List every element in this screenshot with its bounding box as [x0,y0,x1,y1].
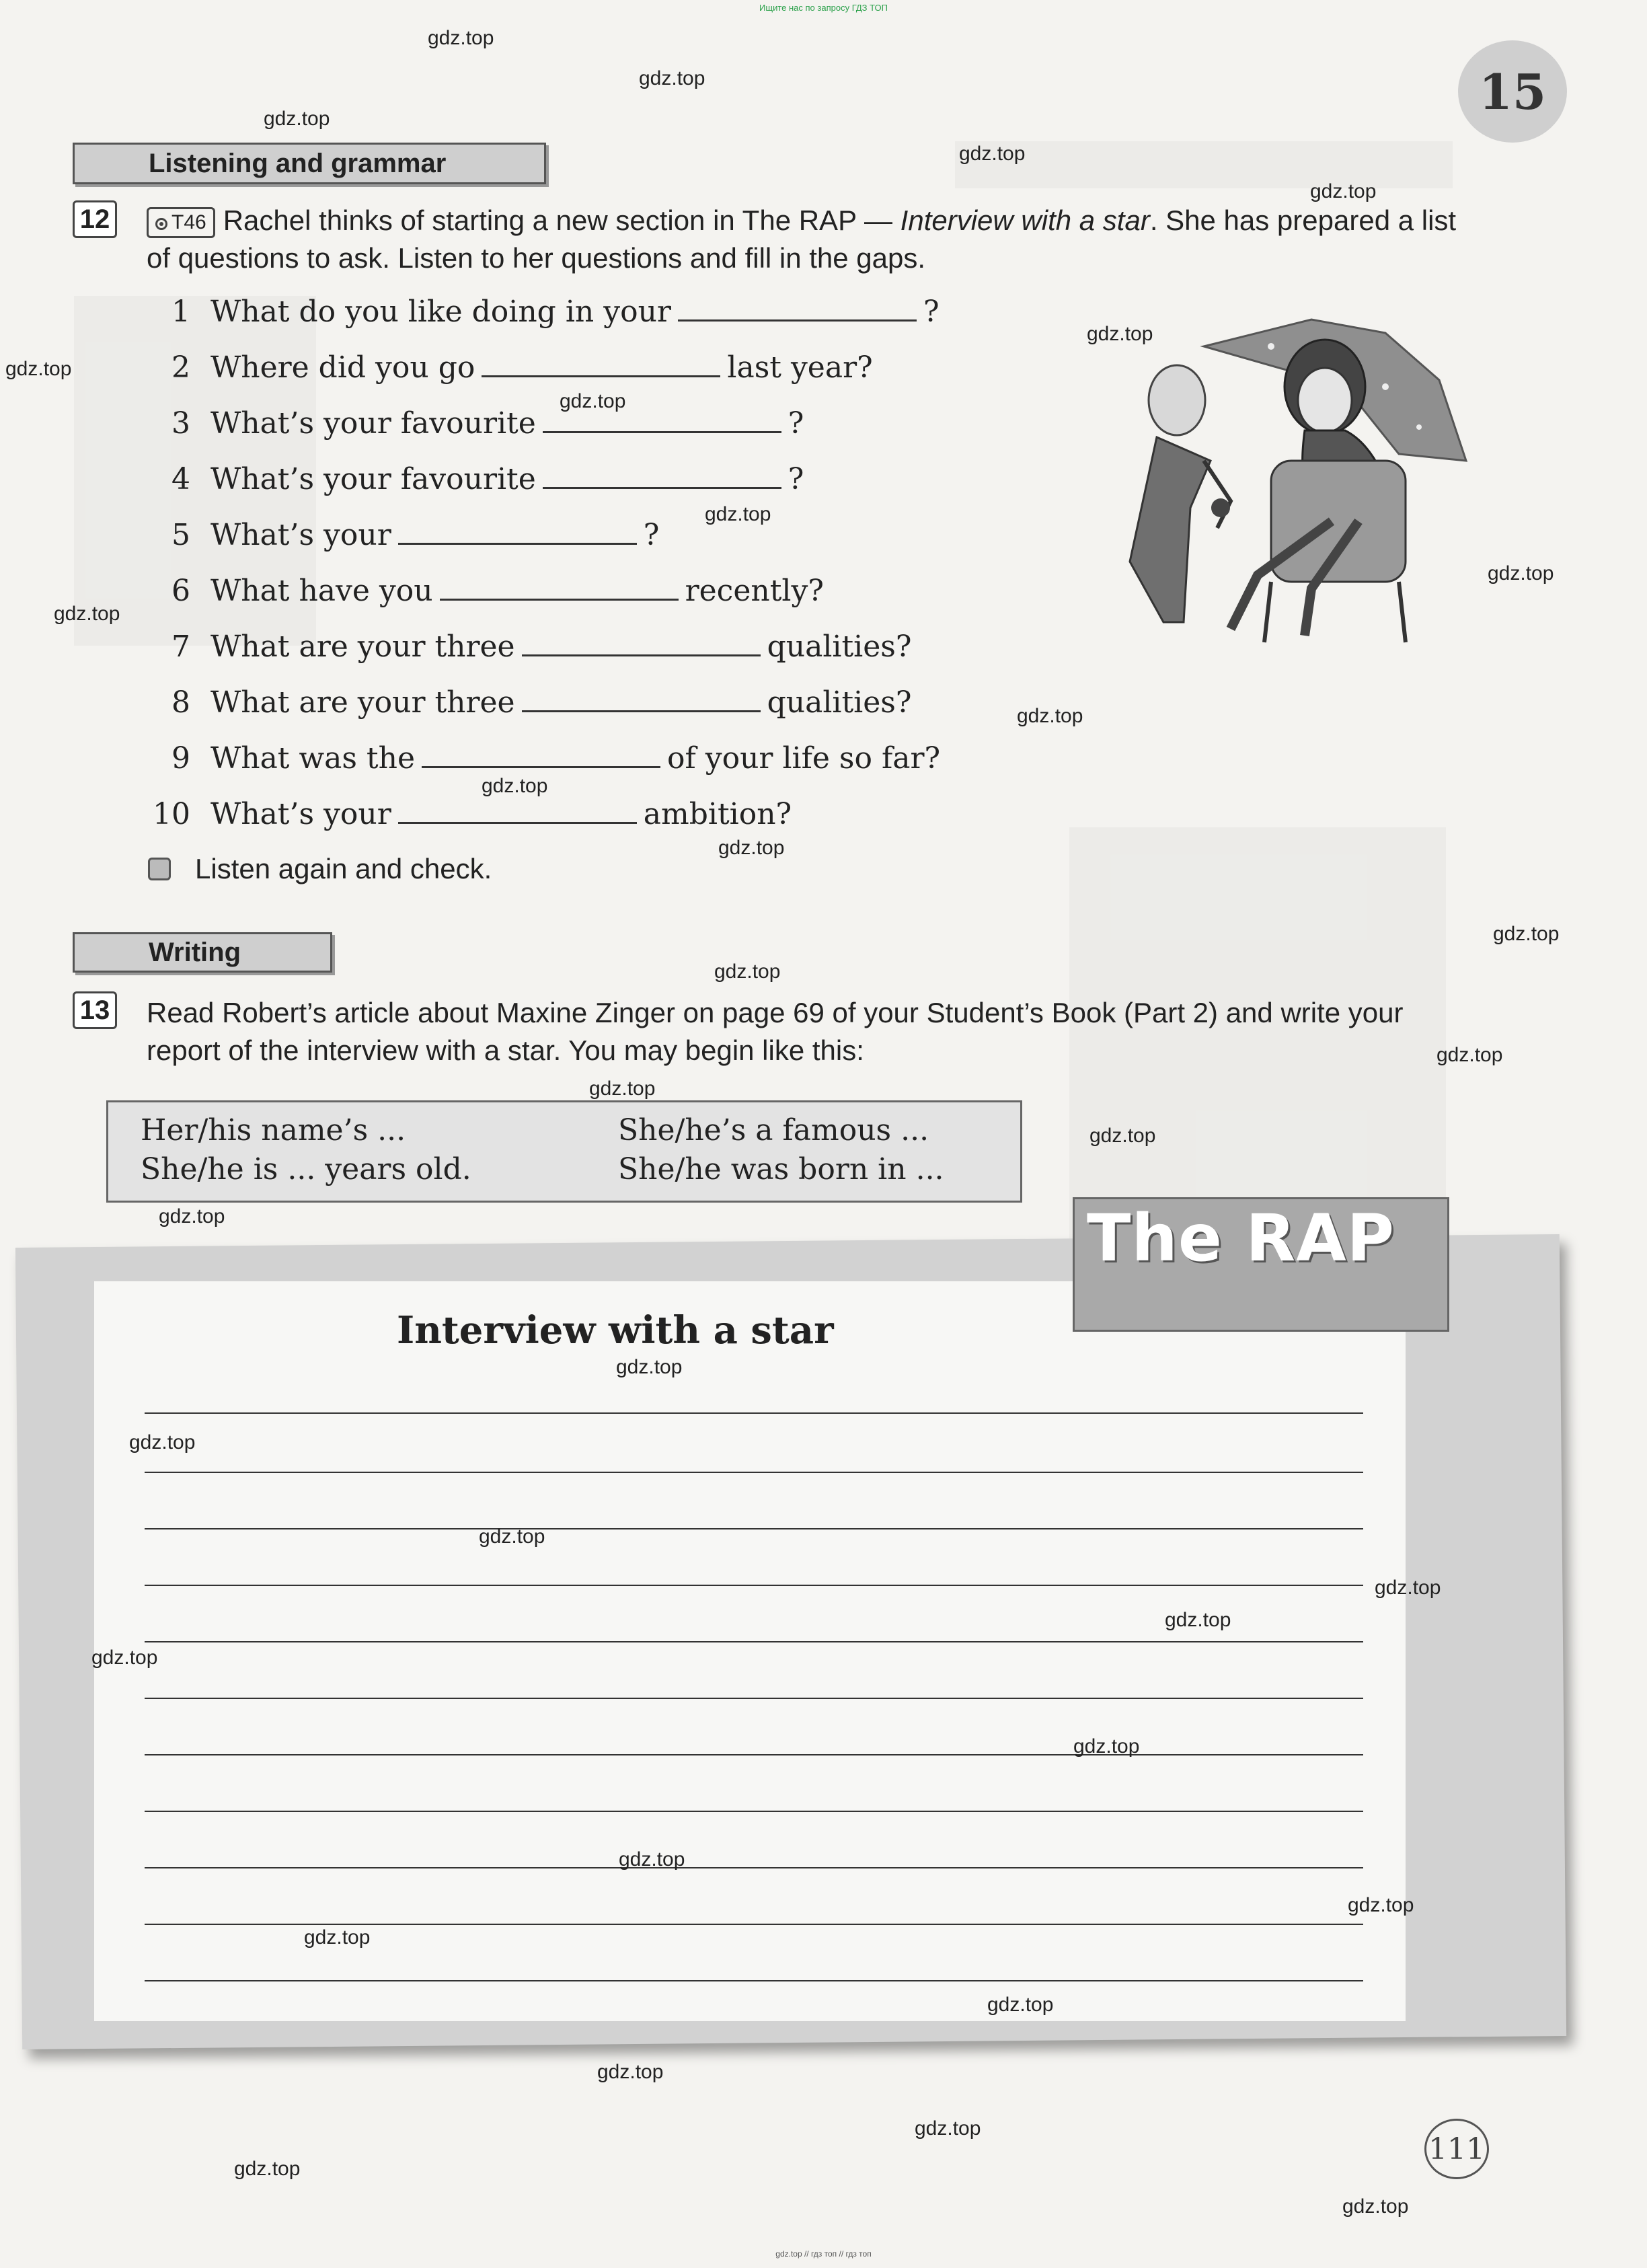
watermark: gdz.top [479,1525,545,1548]
example-phrase: She/he is ... years old. [141,1152,471,1186]
watermark: gdz.top [1310,180,1377,202]
watermark: gdz.top [428,27,494,49]
section-heading-label: Writing [149,937,241,967]
question-5: 5 What’s your ? [171,518,660,552]
watermark: gdz.top [54,603,120,625]
example-phrase: She/he’s a famous ... [618,1113,929,1147]
answer-gap[interactable] [522,634,761,656]
writing-line[interactable] [145,1412,1363,1414]
interview-title: Interview with a star [397,1308,834,1353]
watermark: gdz.top [1493,923,1560,945]
section-heading-listening [73,143,546,184]
writing-line[interactable] [145,1980,1363,1981]
watermark: gdz.top [1348,1894,1414,1916]
watermark: gdz.top [1073,1735,1140,1757]
audio-disc-icon [155,218,167,230]
watermark: gdz.top [1087,323,1153,345]
watermark: gdz.top [1488,562,1554,584]
writing-line[interactable] [145,1924,1363,1925]
rap-banner-text: The RAP [1087,1201,1395,1276]
writing-line[interactable] [145,1528,1363,1529]
watermark: gdz.top [129,1431,196,1453]
watermark: gdz.top [1342,2195,1409,2218]
answer-gap[interactable] [543,411,781,433]
answer-gap[interactable] [522,690,761,712]
watermark: gdz.top [159,1205,225,1227]
answer-gap[interactable] [482,355,720,377]
watermark: gdz.top [987,1994,1054,2016]
question-3: 3 What’s your favourite ? [171,406,804,441]
audio-track-badge[interactable]: T46 [147,207,215,238]
question-9: 9 What was the of your life so far? [171,741,941,776]
question-4: 4 What’s your favourite ? [171,462,804,496]
question-2: 2 Where did you go last year? [171,350,873,385]
watermark: gdz.top [482,775,548,797]
answer-gap[interactable] [398,802,637,824]
exercise-instruction: Read Robert’s article about Maxine Zinger on page 69 of your Student’s Book (Part 2) and write your report of the interview with a star. You may begin like this: [147,997,1404,1066]
watermark: gdz.top [1165,1609,1231,1631]
watermark: gdz.top [5,358,72,380]
bottom-note: gdz.top // гдз топ // гдз топ [775,2249,872,2259]
answer-gap[interactable] [440,578,679,601]
writing-line[interactable] [145,1867,1363,1868]
watermark: gdz.top [705,503,771,525]
watermark: gdz.top [959,143,1026,165]
answer-gap[interactable] [398,523,637,545]
exercise-number: 12 [73,200,117,238]
watermark: gdz.top [264,108,330,130]
exercise-number: 13 [73,991,117,1029]
watermark: gdz.top [714,960,781,983]
example-phrases-box [106,1100,1022,1203]
rap-writing-area [94,1281,1406,2021]
writing-line[interactable] [145,1811,1363,1812]
page-number-bottom: 111 [1424,2119,1489,2179]
watermark: gdz.top [304,1926,371,1949]
writing-line[interactable] [145,1585,1363,1586]
example-phrase: Her/his name’s ... [141,1113,406,1147]
listen-again-text: Listen again and check. [195,853,492,884]
listen-again-checkbox[interactable] [148,858,171,880]
watermark: gdz.top [616,1356,683,1378]
watermark: gdz.top [1089,1125,1156,1147]
watermark: gdz.top [619,1848,685,1870]
top-note: Ищите нас по запросу ГДЗ ТОП [759,3,888,13]
answer-gap[interactable] [678,299,917,322]
watermark: gdz.top [560,390,626,412]
question-6: 6 What have you recently? [171,574,824,608]
writing-line[interactable] [145,1698,1363,1699]
question-8: 8 What are your three qualities? [171,685,912,720]
question-1: 1 What do you like doing in your ? [171,295,940,329]
watermark: gdz.top [91,1647,158,1669]
watermark: gdz.top [915,2117,981,2140]
watermark: gdz.top [1437,1044,1503,1066]
watermark: gdz.top [1375,1577,1441,1599]
section-heading-writing [73,932,332,973]
section-heading-label: Listening and grammar [149,148,447,178]
question-10: 10 What’s your ambition? [153,797,792,831]
example-phrase: She/he was born in ... [618,1152,944,1186]
cartoon-illustration [1103,306,1480,649]
page-number: 15 [1458,40,1567,143]
watermark: gdz.top [597,2061,664,2083]
writing-line[interactable] [145,1472,1363,1473]
watermark: gdz.top [718,837,785,859]
watermark: gdz.top [234,2158,301,2180]
watermark: gdz.top [1017,705,1083,727]
watermark: gdz.top [589,1078,656,1100]
answer-gap[interactable] [543,467,781,489]
writing-line[interactable] [145,1641,1363,1642]
answer-gap[interactable] [422,746,660,768]
bleed-through-band [955,141,1453,188]
writing-line[interactable] [145,1754,1363,1755]
question-7: 7 What are your three qualities? [171,630,912,664]
watermark: gdz.top [639,67,705,89]
exercise-instruction: T46 Rachel thinks of starting a new section in The RAP — Interview with a star. She has prepared a list of questions to ask. Listen to her questions and fill in the gaps. [147,204,1457,274]
